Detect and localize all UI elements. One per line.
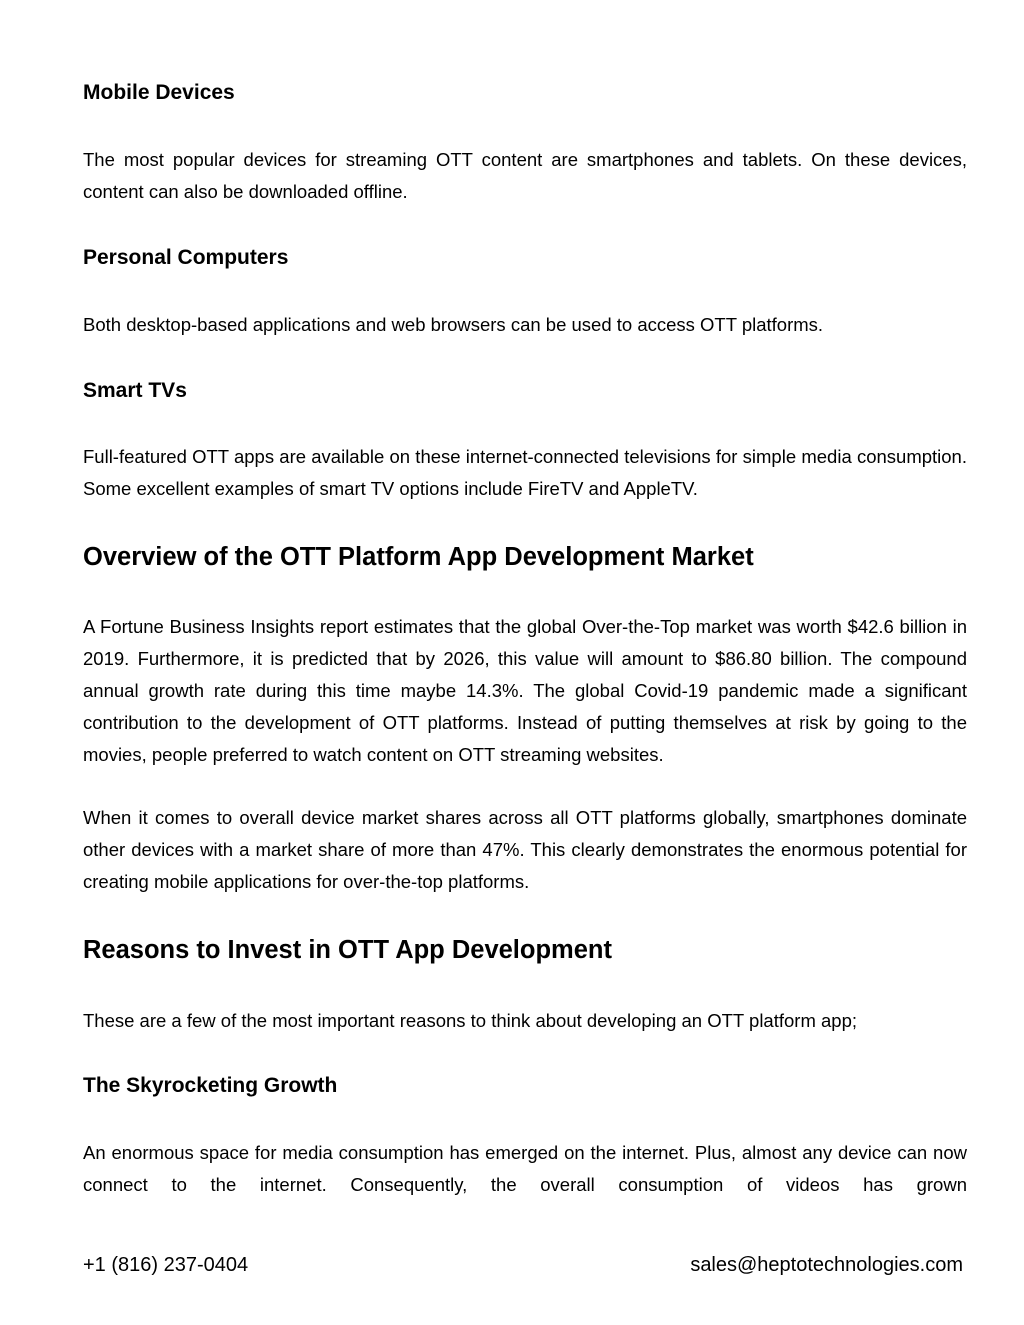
footer-phone[interactable]: +1 (816) 237-0404: [83, 1254, 249, 1276]
heading-personal-computers: Personal Computers: [83, 246, 289, 269]
paragraph-reasons: These are a few of the most important reasons to think about developing an OTT platform app;: [83, 1010, 858, 1031]
heading-reasons: Reasons to Invest in OTT App Development: [83, 936, 612, 964]
heading-overview: Overview of the OTT Platform App Development Market: [83, 543, 754, 571]
paragraph-overview-2: When it comes to overall device market shares across all OTT platforms globally, smartphones dominate other devices with a market share of more than 47%. This clearly demonstrates the enormous potential for creating mobile applications for over-the-top platforms.: [83, 807, 967, 892]
paragraph-smart-tvs: Full-featured OTT apps are available on these internet-connected televisions for simple media consumption. Some excellent examples of smart TV options include FireTV and AppleTV.: [83, 446, 967, 499]
paragraph-personal-computers: Both desktop-based applications and web browsers can be used to access OTT platforms.: [83, 314, 824, 335]
paragraph-overview-1: A Fortune Business Insights report estimates that the global Over-the-Top market was worth $42.6 billion in 2019. Furthermore, it is predicted that by 2026, this value will amount to $86.80 billion. The compound annual growth rate during this time maybe 14.3%. The global Covid-19 pandemic made a significant contribution to the development of OTT platforms. Instead of putting themselves at risk by going to the movies, people preferred to watch content on OTT streaming websites.: [83, 616, 967, 765]
footer-email[interactable]: sales@heptotechnologies.com: [690, 1254, 963, 1276]
heading-skyrocketing-growth: The Skyrocketing Growth: [83, 1074, 338, 1097]
paragraph-skyrocketing-growth: An enormous space for media consumption has emerged on the internet. Plus, almost any device can now connect to the internet. Consequently, the overall consumption of videos has grown: [83, 1142, 967, 1195]
paragraph-mobile-devices: The most popular devices for streaming OTT content are smartphones and tablets. On these devices, content can also be downloaded offline.: [83, 149, 967, 202]
heading-smart-tvs: Smart TVs: [83, 379, 187, 402]
heading-mobile-devices: Mobile Devices: [83, 81, 235, 104]
